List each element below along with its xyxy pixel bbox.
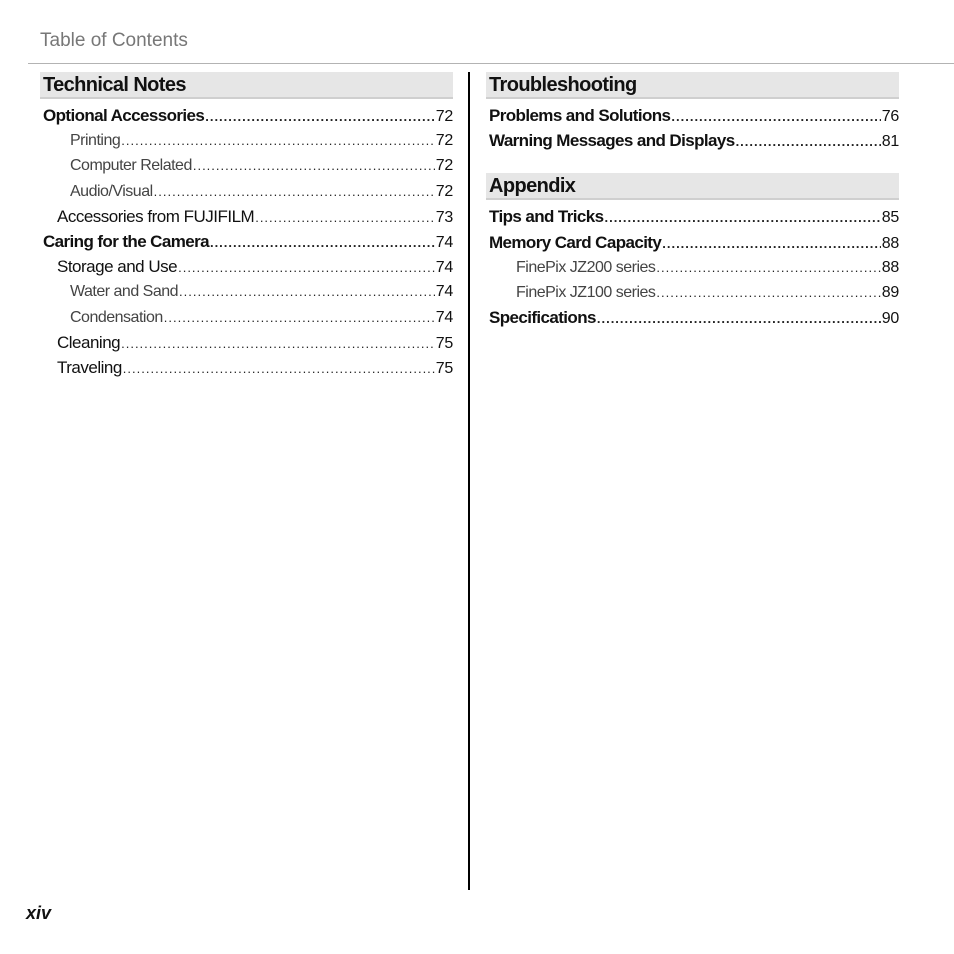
column-divider — [468, 72, 470, 890]
toc-entry-label: Memory Card Capacity — [489, 232, 662, 252]
dot-leader — [255, 205, 435, 230]
dot-leader — [656, 255, 880, 280]
toc-entry-page: 88 — [881, 234, 899, 252]
toc-entry-page: 74 — [435, 233, 453, 251]
dot-leader — [178, 255, 435, 280]
toc-entry-label: FinePix JZ100 series — [516, 283, 656, 301]
toc-entry-printing[interactable] — [40, 128, 453, 153]
toc-entry-finepix-jz100-series[interactable] — [486, 280, 899, 305]
section-heading-appendix: Appendix — [486, 173, 899, 200]
toc-entry-page: 74 — [435, 259, 453, 277]
toc-entry-page: 73 — [435, 208, 453, 226]
toc-entry-page: 89 — [881, 283, 899, 301]
toc-entry-page: 74 — [435, 283, 453, 301]
dot-leader — [205, 104, 435, 129]
toc-entry-page: 75 — [435, 359, 453, 377]
page-number: xiv — [26, 903, 52, 923]
toc-entry-label: Specifications — [489, 308, 596, 328]
toc-entry-label: Audio/Visual — [70, 182, 153, 200]
toc-entry-label: Condensation — [70, 308, 163, 326]
toc-entry-computer-related[interactable] — [40, 153, 453, 178]
toc-entry-label: Optional Accessories — [43, 106, 205, 125]
dot-leader — [179, 279, 435, 304]
toc-entry-tips-and-tricks[interactable] — [486, 204, 899, 229]
dot-leader — [736, 129, 881, 154]
toc-entry-page: 72 — [435, 182, 453, 200]
toc-entry-water-and-sand[interactable] — [40, 279, 453, 304]
toc-entry-label: Tips and Tricks — [489, 207, 604, 227]
toc-entry-page: 72 — [435, 132, 453, 150]
toc-entry-page: 90 — [881, 310, 899, 328]
dot-leader — [604, 205, 880, 230]
toc-entry-label: Storage and Use — [57, 257, 178, 277]
dot-leader — [193, 153, 435, 178]
toc-entry-traveling[interactable] — [40, 355, 453, 380]
toc-entry-label: Printing — [70, 132, 121, 150]
toc-entry-page: 76 — [881, 108, 899, 125]
dot-leader — [662, 231, 881, 256]
toc-entry-warning-messages-and-displays[interactable] — [486, 128, 899, 153]
toc-left-column — [40, 72, 453, 380]
toc-entry-cleaning[interactable] — [40, 330, 453, 355]
section-heading-technical-notes: Technical Notes — [40, 72, 453, 99]
toc-entry-page: 72 — [435, 108, 453, 125]
toc-entry-storage-and-use[interactable] — [40, 254, 453, 279]
toc-entry-problems-and-solutions[interactable] — [486, 103, 899, 128]
toc-right-column — [486, 72, 899, 330]
dot-leader — [164, 305, 435, 330]
dot-leader — [671, 104, 880, 129]
section-heading-troubleshooting: Troubleshooting — [486, 72, 899, 99]
toc-entry-specifications[interactable] — [486, 305, 899, 330]
toc-entry-memory-card-capacity[interactable] — [486, 230, 899, 255]
dot-leader — [597, 306, 881, 331]
toc-entry-label: Water and Sand — [70, 283, 179, 301]
dot-leader — [121, 128, 435, 153]
toc-entry-label: Cleaning — [57, 332, 121, 352]
toc-entry-label: Warning Messages and Displays — [489, 131, 735, 151]
toc-entry-optional-accessories[interactable] — [40, 103, 453, 128]
toc-entry-condensation[interactable] — [40, 305, 453, 330]
toc-entry-page: 85 — [881, 209, 899, 227]
toc-entry-label: Traveling — [57, 357, 122, 377]
toc-entry-page: 75 — [435, 334, 453, 352]
dot-leader — [121, 331, 435, 356]
toc-entry-page: 74 — [435, 308, 453, 326]
toc-entry-page: 81 — [881, 133, 899, 151]
header-rule — [28, 63, 954, 64]
toc-entry-accessories-from-fujifilm[interactable] — [40, 204, 453, 229]
toc-entry-label: Computer Related — [70, 157, 192, 175]
dot-leader — [154, 179, 435, 204]
dot-leader — [656, 280, 880, 305]
toc-entry-label: Problems and Solutions — [489, 106, 671, 125]
toc-entry-page: 88 — [881, 258, 899, 276]
toc-entry-label: Accessories from FUJIFILM — [57, 206, 255, 226]
toc-entry-label: FinePix JZ200 series — [516, 258, 656, 276]
dot-leader — [210, 230, 435, 255]
toc-entry-caring-for-the-camera[interactable] — [40, 229, 453, 254]
toc-entry-label: Caring for the Camera — [43, 231, 209, 251]
toc-entry-page: 72 — [435, 157, 453, 175]
dot-leader — [123, 356, 435, 381]
toc-entry-audio-visual[interactable] — [40, 179, 453, 204]
toc-entry-finepix-jz200-series[interactable] — [486, 255, 899, 280]
page-header-title: Table of Contents — [40, 30, 188, 51]
